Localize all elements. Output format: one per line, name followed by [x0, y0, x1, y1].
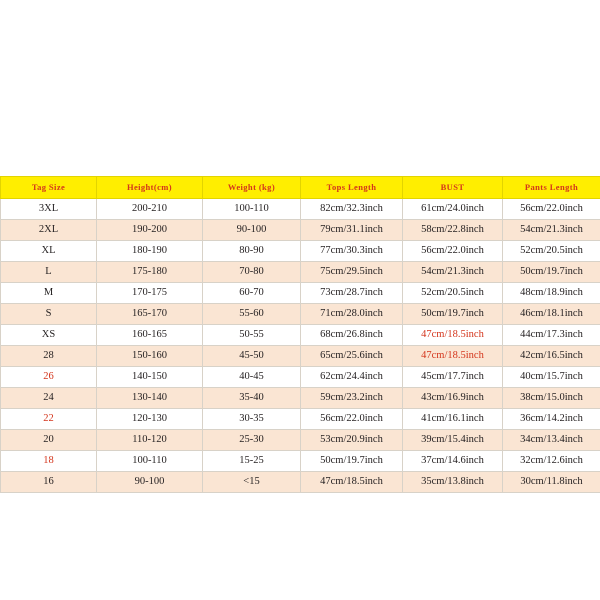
- cell-value: 54cm/21.3inch: [403, 262, 503, 283]
- cell-tag-size: 24: [1, 388, 97, 409]
- table-row: [1, 430, 600, 451]
- cell-tag-size: 28: [1, 346, 97, 367]
- cell-value: 160-165: [97, 325, 203, 346]
- cell-value: 56cm/22.0inch: [301, 409, 403, 430]
- column-header-3: Tops Length: [301, 177, 403, 199]
- cell-value: 32cm/12.6inch: [503, 451, 600, 472]
- cell-value: 41cm/16.1inch: [403, 409, 503, 430]
- cell-value: 35-40: [203, 388, 301, 409]
- cell-value: 165-170: [97, 304, 203, 325]
- cell-value: 90-100: [97, 472, 203, 493]
- cell-value: 47cm/18.5inch: [301, 472, 403, 493]
- cell-value: 38cm/15.0inch: [503, 388, 600, 409]
- cell-value: 100-110: [97, 451, 203, 472]
- cell-value: 60-70: [203, 283, 301, 304]
- cell-value: 79cm/31.1inch: [301, 220, 403, 241]
- cell-value: 61cm/24.0inch: [403, 199, 503, 220]
- cell-value: 75cm/29.5inch: [301, 262, 403, 283]
- cell-value: 50cm/19.7inch: [403, 304, 503, 325]
- table-row: [1, 388, 600, 409]
- cell-value: 50cm/19.7inch: [503, 262, 600, 283]
- cell-value: 45-50: [203, 346, 301, 367]
- cell-value: 40-45: [203, 367, 301, 388]
- table-row: [1, 409, 600, 430]
- cell-value: 45cm/17.7inch: [403, 367, 503, 388]
- cell-tag-size: 26: [1, 367, 97, 388]
- cell-value: 30cm/11.8inch: [503, 472, 600, 493]
- column-header-4: BUST: [403, 177, 503, 199]
- cell-value: 44cm/17.3inch: [503, 325, 600, 346]
- cell-value: 47cm/18.5inch: [403, 325, 503, 346]
- cell-value: 56cm/22.0inch: [503, 199, 600, 220]
- cell-value: 130-140: [97, 388, 203, 409]
- cell-tag-size: 3XL: [1, 199, 97, 220]
- cell-value: 71cm/28.0inch: [301, 304, 403, 325]
- cell-value: 48cm/18.9inch: [503, 283, 600, 304]
- cell-value: 90-100: [203, 220, 301, 241]
- cell-tag-size: 18: [1, 451, 97, 472]
- column-header-1: Height(cm): [97, 177, 203, 199]
- table-row: [1, 262, 600, 283]
- cell-value: 30-35: [203, 409, 301, 430]
- cell-value: 73cm/28.7inch: [301, 283, 403, 304]
- column-header-2: Weight (kg): [203, 177, 301, 199]
- cell-value: <15: [203, 472, 301, 493]
- table-row: [1, 199, 600, 220]
- table-row: [1, 451, 600, 472]
- cell-tag-size: XS: [1, 325, 97, 346]
- cell-value: 55-60: [203, 304, 301, 325]
- cell-value: 36cm/14.2inch: [503, 409, 600, 430]
- cell-value: 47cm/18.5inch: [403, 346, 503, 367]
- cell-value: 25-30: [203, 430, 301, 451]
- cell-value: 77cm/30.3inch: [301, 241, 403, 262]
- cell-value: 58cm/22.8inch: [403, 220, 503, 241]
- cell-value: 35cm/13.8inch: [403, 472, 503, 493]
- cell-tag-size: M: [1, 283, 97, 304]
- cell-value: 50cm/19.7inch: [301, 451, 403, 472]
- cell-tag-size: 16: [1, 472, 97, 493]
- cell-value: 52cm/20.5inch: [403, 283, 503, 304]
- cell-tag-size: 22: [1, 409, 97, 430]
- cell-value: 43cm/16.9inch: [403, 388, 503, 409]
- table-row: [1, 220, 600, 241]
- cell-value: 110-120: [97, 430, 203, 451]
- table-row: [1, 367, 600, 388]
- cell-value: 120-130: [97, 409, 203, 430]
- table-header: [1, 177, 600, 199]
- size-chart-table: [0, 176, 600, 493]
- cell-value: 37cm/14.6inch: [403, 451, 503, 472]
- column-header-0: Tag Size: [1, 177, 97, 199]
- cell-value: 34cm/13.4inch: [503, 430, 600, 451]
- table-row: [1, 241, 600, 262]
- cell-value: 54cm/21.3inch: [503, 220, 600, 241]
- cell-value: 53cm/20.9inch: [301, 430, 403, 451]
- cell-value: 56cm/22.0inch: [403, 241, 503, 262]
- table-row: [1, 304, 600, 325]
- cell-value: 82cm/32.3inch: [301, 199, 403, 220]
- table-row: [1, 283, 600, 304]
- cell-value: 190-200: [97, 220, 203, 241]
- cell-value: 80-90: [203, 241, 301, 262]
- cell-value: 70-80: [203, 262, 301, 283]
- cell-value: 42cm/16.5inch: [503, 346, 600, 367]
- cell-value: 150-160: [97, 346, 203, 367]
- cell-value: 62cm/24.4inch: [301, 367, 403, 388]
- table-header-row: [1, 177, 600, 199]
- cell-value: 39cm/15.4inch: [403, 430, 503, 451]
- table-row: [1, 472, 600, 493]
- table-row: [1, 325, 600, 346]
- cell-tag-size: 20: [1, 430, 97, 451]
- cell-value: 100-110: [203, 199, 301, 220]
- cell-value: 50-55: [203, 325, 301, 346]
- cell-tag-size: L: [1, 262, 97, 283]
- cell-tag-size: S: [1, 304, 97, 325]
- cell-value: 140-150: [97, 367, 203, 388]
- cell-value: 200-210: [97, 199, 203, 220]
- cell-value: 68cm/26.8inch: [301, 325, 403, 346]
- cell-value: 65cm/25.6inch: [301, 346, 403, 367]
- cell-value: 40cm/15.7inch: [503, 367, 600, 388]
- cell-value: 59cm/23.2inch: [301, 388, 403, 409]
- column-header-5: Pants Length: [503, 177, 600, 199]
- cell-tag-size: 2XL: [1, 220, 97, 241]
- cell-tag-size: XL: [1, 241, 97, 262]
- cell-value: 46cm/18.1inch: [503, 304, 600, 325]
- cell-value: 170-175: [97, 283, 203, 304]
- cell-value: 180-190: [97, 241, 203, 262]
- table-body: [1, 199, 600, 493]
- table-row: [1, 346, 600, 367]
- cell-value: 175-180: [97, 262, 203, 283]
- cell-value: 52cm/20.5inch: [503, 241, 600, 262]
- cell-value: 15-25: [203, 451, 301, 472]
